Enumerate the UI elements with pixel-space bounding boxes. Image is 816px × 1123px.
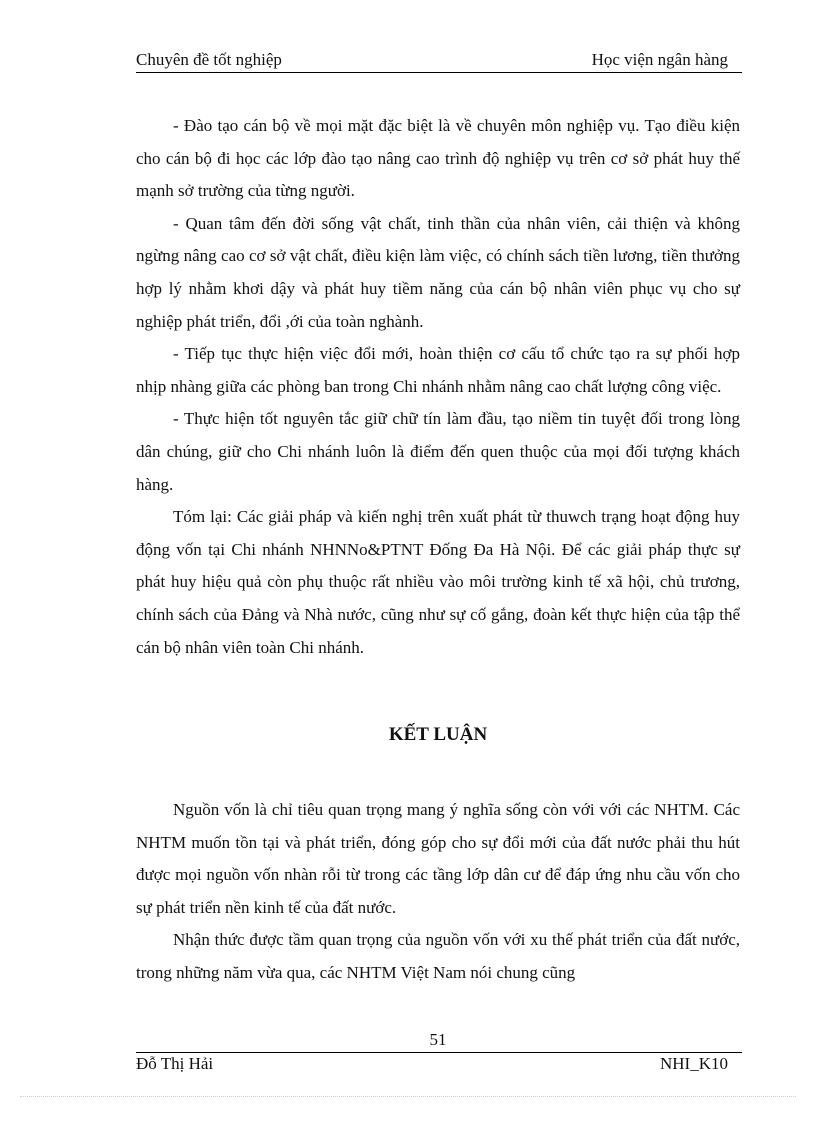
- paragraph: - Quan tâm đến đời sống vật chất, tinh thần của nhân viên, cải thiện và không ngừng nâng cao cơ sở vật chất, điều kiện làm việc, có chính sách tiền lương, tiền thưởng hợp lý nhằm khơi dậy và phát huy tiềm năng của cán bộ nhân viên phục vụ cho sự nghiệp phát triển, đổi ,ới của toàn nghành.: [136, 213, 740, 331]
- paragraph: Nguồn vốn là chỉ tiêu quan trọng mang ý nghĩa sống còn với với các NHTM. Các NHTM muốn tồn tại và phát triển, đóng góp cho sự đổi mới của đất nước phải thu hút được mọi nguồn vốn nhàn rỗi từ trong các tầng lớp dân cư để đáp ứng nhu cầu vốn cho sự phát triển nền kinh tế của đất nước.: [136, 800, 740, 917]
- footer-author: Đỗ Thị Hải: [136, 1054, 214, 1073]
- solutions-section: [136, 110, 740, 664]
- footer-divider: [136, 1052, 742, 1053]
- summary-paragraph: Tóm lại: Các giải pháp và kiến nghị trên xuất phát từ thuwch trạng hoạt động huy động vốn tại Chi nhánh NHNNo&PTNT Đống Đa Hà Nội. Để các giải pháp thực sự phát huy hiệu quả còn phụ thuộc rất nhiều vào môi trường kinh tế xã hội, chủ trương, chính sách của Đảng và Nhà nước, cũng như sự cố gắng, đoàn kết thực hiện của tập thể cán bộ nhân viên toàn Chi nhánh.: [136, 507, 740, 657]
- paragraph: - Đào tạo cán bộ về mọi mặt đặc biệt là về chuyên môn nghiệp vụ. Tạo điều kiện cho cán bộ đi học các lớp đào tạo nâng cao trình độ nghiệp vụ trên cơ sở phát huy thế mạnh sở trường của từng người.: [136, 116, 740, 201]
- paragraph: - Tiếp tục thực hiện việc đổi mới, hoàn thiện cơ cấu tổ chức tạo ra sự phối hợp nhịp nhàng giữa các phòng ban trong Chi nhánh nhằm nâng cao chất lượng công việc.: [136, 344, 740, 396]
- conclusion-section: [136, 794, 740, 990]
- footer-class-code: NHI_K10: [660, 1054, 728, 1073]
- header-document-type: Chuyên đề tốt nghiệp: [136, 50, 282, 69]
- page-edge-divider: [20, 1096, 796, 1097]
- paragraph: - Thực hiện tốt nguyên tắc giữ chữ tín làm đầu, tạo niềm tin tuyệt đối trong lòng dân chúng, giữ cho Chi nhánh luôn là điểm đến quen thuộc của mọi đối tượng khách hàng.: [136, 409, 740, 494]
- section-heading: KẾT LUẬN: [388, 724, 488, 745]
- paragraph: Nhận thức được tầm quan trọng của nguồn vốn với xu thế phát triển của đất nước, trong những năm vừa qua, các NHTM Việt Nam nói chung cũng: [136, 930, 740, 982]
- page-header: [136, 48, 742, 73]
- page-number: 51: [429, 1030, 447, 1049]
- header-institution: Học viện ngân hàng: [591, 50, 728, 69]
